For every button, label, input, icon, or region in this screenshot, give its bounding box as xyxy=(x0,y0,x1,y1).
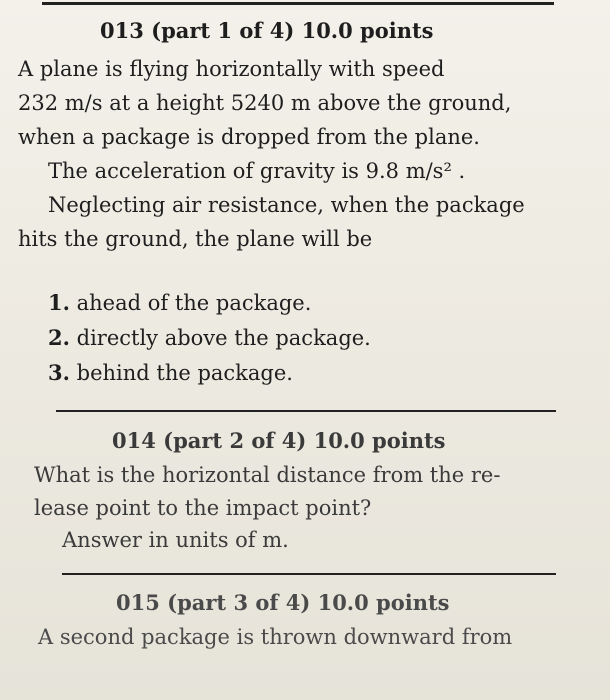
q013-text-line-4: The acceleration of gravity is 9.8 m/s² . xyxy=(48,159,466,183)
q014-text-line-2: lease point to the impact point? xyxy=(34,496,372,520)
q013-text-line-3: when a package is dropped from the plane. xyxy=(18,125,480,149)
option-number: 2. xyxy=(48,325,70,350)
q013-header: 013 (part 1 of 4) 10.0 points xyxy=(100,18,434,43)
option-text: behind the package. xyxy=(76,361,293,385)
q013-option-1 xyxy=(48,290,311,316)
q013-option-2 xyxy=(48,325,371,351)
q013-text-line-1: A plane is flying horizontally with speed xyxy=(18,57,445,81)
q014-text-line-1: What is the horizontal distance from the re- xyxy=(34,463,501,487)
q015-text-line-1: A second package is thrown downward from xyxy=(38,625,513,649)
option-number: 3. xyxy=(48,360,70,385)
q014-text-line-3: Answer in units of m. xyxy=(62,528,289,552)
option-text: directly above the package. xyxy=(76,326,371,350)
q013-text-line-5: Neglecting air resistance, when the package xyxy=(48,193,525,217)
section-divider xyxy=(56,410,556,412)
top-divider xyxy=(42,2,554,5)
q015-header: 015 (part 3 of 4) 10.0 points xyxy=(116,590,450,615)
q013-text-line-6: hits the ground, the plane will be xyxy=(18,227,373,251)
option-number: 1. xyxy=(48,290,70,315)
section-divider xyxy=(62,573,556,575)
q014-header: 014 (part 2 of 4) 10.0 points xyxy=(112,428,446,453)
q013-option-3 xyxy=(48,360,293,386)
option-text: ahead of the package. xyxy=(76,291,312,315)
q013-text-line-2: 232 m/s at a height 5240 m above the ground, xyxy=(18,91,512,115)
